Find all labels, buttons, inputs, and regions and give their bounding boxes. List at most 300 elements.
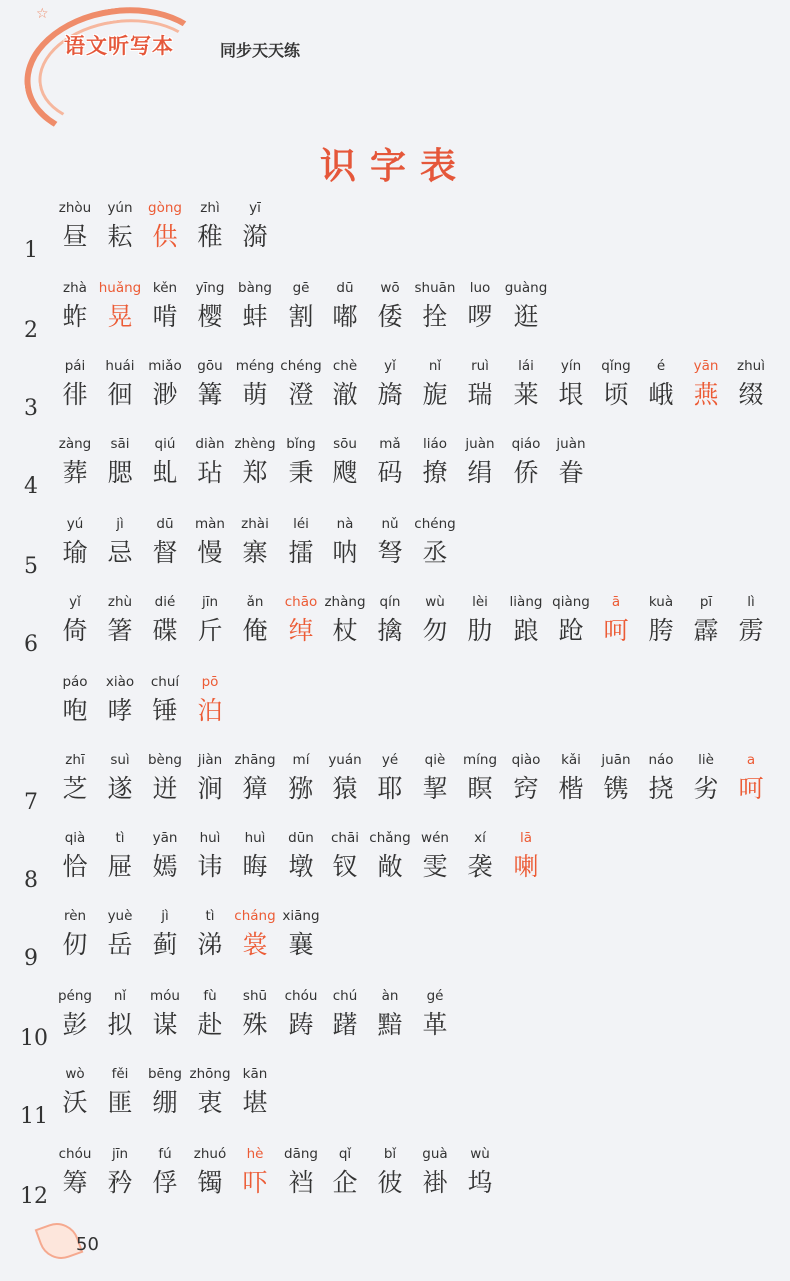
character-line	[0, 358, 790, 428]
pinyin: zhèng	[234, 436, 276, 452]
line-number: 5	[24, 554, 38, 579]
pinyin: chāo	[284, 594, 318, 610]
hanzi: 澈	[332, 380, 358, 409]
character-line	[0, 674, 790, 744]
pinyin: chóu	[58, 1146, 92, 1162]
hanzi: 峨	[648, 380, 674, 409]
pinyin: qià	[64, 830, 86, 846]
pinyin: yǐ	[384, 358, 396, 374]
pinyin: shū	[242, 988, 268, 1004]
hanzi: 倚	[62, 616, 88, 645]
page-title: 识字表	[319, 145, 470, 187]
pinyin: chéng	[414, 516, 456, 532]
pinyin: lái	[518, 358, 534, 374]
hanzi: 拟	[107, 1010, 133, 1039]
pinyin: chéng	[280, 358, 322, 374]
character-line	[0, 200, 790, 270]
pinyin: cháng	[234, 908, 276, 924]
pinyin: suì	[110, 752, 130, 768]
hanzi: 堪	[242, 1088, 268, 1117]
hanzi: 猕	[288, 774, 314, 803]
pinyin: dāng	[284, 1146, 318, 1162]
hanzi: 呵	[738, 774, 764, 803]
hanzi: 裳	[242, 930, 268, 959]
line-number: 1	[24, 238, 38, 263]
line-number: 8	[24, 868, 38, 893]
pinyin: zhuì	[737, 358, 765, 374]
hanzi: 顷	[603, 380, 629, 409]
pinyin: rèn	[63, 908, 87, 924]
hanzi: 革	[422, 1010, 448, 1039]
hanzi: 墩	[288, 852, 314, 881]
hanzi: 遂	[107, 774, 133, 803]
pinyin: liáo	[422, 436, 448, 452]
hanzi: 斤	[197, 616, 223, 645]
pinyin: kǎi	[561, 752, 581, 768]
hanzi: 蓟	[152, 930, 178, 959]
hanzi: 绢	[467, 458, 493, 487]
hanzi: 哮	[107, 696, 133, 725]
hanzi: 腮	[107, 458, 133, 487]
pinyin: lèi	[472, 594, 488, 610]
character-line	[0, 516, 790, 586]
hanzi: 秉	[288, 458, 314, 487]
pinyin: yī	[249, 200, 261, 216]
character-line	[0, 594, 790, 664]
hanzi: 屉	[107, 852, 133, 881]
pinyin: mǎ	[379, 436, 401, 452]
pinyin: gé	[426, 988, 444, 1004]
pinyin: kān	[242, 1066, 268, 1082]
hanzi: 码	[377, 458, 403, 487]
book-title: 语文听写本	[64, 33, 174, 58]
hanzi: 啃	[152, 302, 178, 331]
hanzi: 俺	[242, 616, 268, 645]
line-number: 3	[24, 396, 38, 421]
pinyin: yān	[693, 358, 719, 374]
hanzi: 撩	[422, 458, 448, 487]
pinyin: ǎn	[246, 594, 264, 610]
hanzi: 赴	[197, 1010, 223, 1039]
hanzi: 眷	[558, 458, 584, 487]
pinyin: zhà	[63, 280, 87, 296]
pinyin: pī	[699, 594, 713, 610]
pinyin: zhì	[200, 200, 220, 216]
hanzi: 虬	[152, 458, 178, 487]
character-line	[0, 908, 790, 978]
pinyin: zhù	[107, 594, 133, 610]
character-line	[0, 988, 790, 1058]
star-icon: ☆	[36, 6, 49, 22]
pinyin: qǐng	[601, 358, 631, 374]
pinyin: chǎng	[369, 830, 411, 846]
hanzi: 侨	[513, 458, 539, 487]
pinyin: juàn	[465, 436, 495, 452]
pinyin: nǔ	[381, 516, 399, 532]
pinyin: guàng	[504, 280, 548, 296]
pinyin: fù	[203, 988, 217, 1004]
character-entry	[412, 988, 458, 1040]
pinyin: é	[656, 358, 666, 374]
pinyin: chóu	[284, 988, 318, 1004]
hanzi: 镯	[197, 1168, 223, 1197]
pinyin: huì	[199, 830, 221, 846]
hanzi: 涧	[197, 774, 223, 803]
character-entry	[728, 594, 774, 646]
hanzi: 恰	[62, 852, 88, 881]
pinyin: wō	[380, 280, 400, 296]
hanzi: 樱	[197, 302, 223, 331]
pinyin: xiāng	[282, 908, 320, 924]
hanzi: 嫣	[152, 852, 178, 881]
hanzi: 跄	[558, 616, 584, 645]
hanzi: 稚	[197, 222, 223, 251]
hanzi: 倭	[377, 302, 403, 331]
hanzi: 瑜	[62, 538, 88, 567]
character-entry	[457, 1146, 503, 1198]
character-entry	[412, 516, 458, 568]
hanzi: 澄	[288, 380, 314, 409]
hanzi: 箸	[107, 616, 133, 645]
hanzi: 晦	[242, 852, 268, 881]
page-number: 50	[76, 1234, 99, 1255]
pinyin: liàng	[509, 594, 543, 610]
pinyin: sōu	[333, 436, 357, 452]
hanzi: 镌	[603, 774, 629, 803]
hanzi: 坞	[467, 1168, 493, 1197]
pinyin: lā	[519, 830, 533, 846]
hanzi: 敞	[377, 852, 403, 881]
hanzi: 擒	[377, 616, 403, 645]
pinyin: pō	[201, 674, 219, 690]
hanzi: 供	[152, 222, 178, 251]
pinyin: zhī	[65, 752, 85, 768]
hanzi: 徊	[107, 380, 133, 409]
hanzi: 慢	[197, 538, 223, 567]
hanzi: 喇	[513, 852, 539, 881]
hanzi: 躇	[332, 1010, 358, 1039]
pinyin: wò	[65, 1066, 85, 1082]
pinyin: miǎo	[148, 358, 182, 374]
pinyin: bàng	[238, 280, 272, 296]
pinyin: kěn	[152, 280, 178, 296]
pinyin: qiè	[424, 752, 446, 768]
pinyin: huì	[244, 830, 266, 846]
book-subtitle: 同步天天练	[220, 41, 301, 60]
pinyin: míng	[462, 752, 498, 768]
line-number: 4	[24, 474, 38, 499]
hanzi: 袭	[467, 852, 493, 881]
pinyin: zhuó	[193, 1146, 227, 1162]
pinyin: jì	[161, 908, 169, 924]
pinyin: wù	[470, 1146, 490, 1162]
hanzi: 漪	[242, 222, 268, 251]
pinyin: nà	[336, 516, 354, 532]
hanzi: 俘	[152, 1168, 178, 1197]
pinyin: diàn	[195, 436, 225, 452]
pinyin: dūn	[288, 830, 314, 846]
hanzi: 徘	[62, 380, 88, 409]
hanzi: 瞑	[467, 774, 493, 803]
pinyin: huái	[105, 358, 135, 374]
character-entry	[187, 674, 233, 726]
hanzi: 沃	[62, 1088, 88, 1117]
hanzi: 勿	[422, 616, 448, 645]
line-number: 6	[24, 632, 38, 657]
pinyin: dié	[154, 594, 176, 610]
pinyin: fěi	[111, 1066, 129, 1082]
character-entry	[232, 200, 278, 252]
pinyin: juān	[601, 752, 631, 768]
pinyin: chú	[332, 988, 358, 1004]
pinyin: zàng	[58, 436, 92, 452]
hanzi: 筹	[62, 1168, 88, 1197]
pinyin: chè	[332, 358, 358, 374]
hanzi: 绰	[288, 616, 314, 645]
pinyin: jīn	[201, 594, 219, 610]
line-number: 12	[20, 1184, 48, 1209]
hanzi: 割	[288, 302, 314, 331]
hanzi: 彭	[62, 1010, 88, 1039]
hanzi: 昼	[62, 222, 88, 251]
hanzi: 耘	[107, 222, 133, 251]
pinyin: shuān	[414, 280, 456, 296]
pinyin: fú	[158, 1146, 172, 1162]
hanzi: 踌	[288, 1010, 314, 1039]
hanzi: 窍	[513, 774, 539, 803]
line-number: 7	[24, 790, 38, 815]
pinyin: dū	[156, 516, 174, 532]
pinyin: chāi	[330, 830, 359, 846]
pinyin: qiú	[154, 436, 176, 452]
hanzi: 葬	[62, 458, 88, 487]
character-entry	[503, 830, 549, 882]
hanzi: 芝	[62, 774, 88, 803]
hanzi: 吓	[242, 1168, 268, 1197]
pinyin: qiàng	[552, 594, 590, 610]
hanzi: 飕	[332, 458, 358, 487]
pinyin: náo	[648, 752, 674, 768]
line-number: 10	[20, 1026, 48, 1051]
pinyin: yīng	[195, 280, 225, 296]
pinyin: bǐ	[383, 1146, 397, 1162]
hanzi: 碟	[152, 616, 178, 645]
hanzi: 黯	[377, 1010, 403, 1039]
hanzi: 咆	[62, 696, 88, 725]
book-header	[0, 0, 790, 90]
hanzi: 踉	[513, 616, 539, 645]
hanzi: 旎	[422, 380, 448, 409]
hanzi: 迸	[152, 774, 178, 803]
hanzi: 郑	[242, 458, 268, 487]
pinyin: méng	[235, 358, 275, 374]
hanzi: 忌	[107, 538, 133, 567]
pinyin: zhòu	[58, 200, 92, 216]
hanzi: 彼	[377, 1168, 403, 1197]
hanzi: 殊	[242, 1010, 268, 1039]
hanzi: 襄	[288, 930, 314, 959]
line-number: 11	[20, 1104, 48, 1129]
pinyin: páo	[62, 674, 88, 690]
hanzi: 企	[332, 1168, 358, 1197]
pinyin: jīn	[111, 1146, 129, 1162]
pinyin: màn	[195, 516, 225, 532]
pinyin: yuè	[107, 908, 133, 924]
character-line	[0, 1146, 790, 1216]
character-entry	[728, 358, 774, 410]
hanzi: 挠	[648, 774, 674, 803]
pinyin: ruì	[471, 358, 489, 374]
hanzi: 褂	[422, 1168, 448, 1197]
hanzi: 渺	[152, 380, 178, 409]
hanzi: 丞	[422, 538, 448, 567]
hanzi: 猿	[332, 774, 358, 803]
character-entry	[728, 752, 774, 804]
pinyin: wù	[425, 594, 445, 610]
pinyin: bèng	[147, 752, 182, 768]
pinyin: nǐ	[428, 358, 442, 374]
pinyin: móu	[150, 988, 180, 1004]
hanzi: 獐	[242, 774, 268, 803]
pinyin: xí	[474, 830, 486, 846]
hanzi: 矜	[107, 1168, 133, 1197]
hanzi: 绷	[152, 1088, 178, 1117]
pinyin: dū	[336, 280, 354, 296]
hanzi: 耶	[377, 774, 403, 803]
pinyin: ā	[611, 594, 621, 610]
pinyin: lì	[747, 594, 755, 610]
hanzi: 旖	[377, 380, 403, 409]
hanzi: 萌	[242, 380, 268, 409]
pinyin: bǐng	[286, 436, 316, 452]
hanzi: 雯	[422, 852, 448, 881]
pinyin: tì	[115, 830, 125, 846]
hanzi: 瑞	[467, 380, 493, 409]
line-number: 9	[24, 946, 38, 971]
hanzi: 督	[152, 538, 178, 567]
pinyin: bēng	[147, 1066, 182, 1082]
pinyin: guà	[422, 1146, 448, 1162]
hanzi: 劣	[693, 774, 719, 803]
character-entry	[503, 280, 549, 332]
hanzi: 谋	[152, 1010, 178, 1039]
pinyin: tì	[205, 908, 215, 924]
pinyin: léi	[293, 516, 309, 532]
hanzi: 蚌	[242, 302, 268, 331]
hanzi: 钗	[332, 852, 358, 881]
hanzi: 杖	[332, 616, 358, 645]
hanzi: 挈	[422, 774, 448, 803]
hanzi: 拴	[422, 302, 448, 331]
pinyin: liè	[698, 752, 714, 768]
hanzi: 莱	[513, 380, 539, 409]
hanzi: 呐	[332, 538, 358, 567]
hanzi: 擂	[288, 538, 314, 567]
pinyin: chuí	[150, 674, 180, 690]
hanzi: 雳	[738, 616, 764, 645]
hanzi: 嘟	[332, 302, 358, 331]
pinyin: zhōng	[189, 1066, 231, 1082]
pinyin: wén	[421, 830, 449, 846]
pinyin: yín	[560, 358, 582, 374]
pinyin: gōu	[197, 358, 223, 374]
pinyin: huǎng	[98, 280, 142, 296]
character-entry	[548, 436, 594, 488]
hanzi: 逛	[513, 302, 539, 331]
pinyin: xiào	[105, 674, 135, 690]
pinyin: qǐ	[338, 1146, 352, 1162]
hanzi: 弩	[377, 538, 403, 567]
pinyin: juàn	[556, 436, 586, 452]
character-line	[0, 752, 790, 822]
pinyin: zhài	[241, 516, 269, 532]
pinyin: qín	[379, 594, 401, 610]
pinyin: nǐ	[113, 988, 127, 1004]
pinyin: yé	[381, 752, 399, 768]
pinyin: àn	[381, 988, 399, 1004]
pinyin: a	[746, 752, 756, 768]
hanzi: 篝	[197, 380, 223, 409]
character-entry	[278, 908, 324, 960]
pinyin: jiàn	[197, 752, 223, 768]
hanzi: 泊	[197, 696, 223, 725]
character-line	[0, 1066, 790, 1136]
hanzi: 岳	[107, 930, 133, 959]
hanzi: 涕	[197, 930, 223, 959]
pinyin: yān	[152, 830, 178, 846]
pinyin: qiáo	[511, 436, 541, 452]
pinyin: jì	[116, 516, 124, 532]
character-line	[0, 436, 790, 506]
pinyin: péng	[57, 988, 92, 1004]
hanzi: 蚱	[62, 302, 88, 331]
hanzi: 讳	[197, 852, 223, 881]
pinyin: yún	[107, 200, 133, 216]
pinyin: yǐ	[69, 594, 81, 610]
hanzi: 啰	[467, 302, 493, 331]
pinyin: yú	[66, 516, 84, 532]
hanzi: 缀	[738, 380, 764, 409]
character-line	[0, 830, 790, 900]
hanzi: 垠	[558, 380, 584, 409]
pinyin: qiào	[511, 752, 541, 768]
hanzi: 玷	[197, 458, 223, 487]
hanzi: 仞	[62, 930, 88, 959]
character-line	[0, 280, 790, 350]
hanzi: 裆	[288, 1168, 314, 1197]
hanzi: 匪	[107, 1088, 133, 1117]
hanzi: 楷	[558, 774, 584, 803]
pinyin: hè	[246, 1146, 264, 1162]
pinyin: pái	[64, 358, 86, 374]
hanzi: 呵	[603, 616, 629, 645]
line-number: 2	[24, 318, 38, 343]
hanzi: 霹	[693, 616, 719, 645]
pinyin: gòng	[148, 200, 182, 216]
pinyin: luo	[469, 280, 491, 296]
pinyin: zhàng	[324, 594, 366, 610]
character-entry	[232, 1066, 278, 1118]
pinyin: sāi	[110, 436, 130, 452]
hanzi: 晃	[107, 302, 133, 331]
pinyin: gē	[292, 280, 310, 296]
hanzi: 锤	[152, 696, 178, 725]
hanzi: 胯	[648, 616, 674, 645]
hanzi: 衷	[197, 1088, 223, 1117]
pinyin: yuán	[328, 752, 362, 768]
pinyin: mí	[292, 752, 310, 768]
pinyin: zhāng	[234, 752, 276, 768]
